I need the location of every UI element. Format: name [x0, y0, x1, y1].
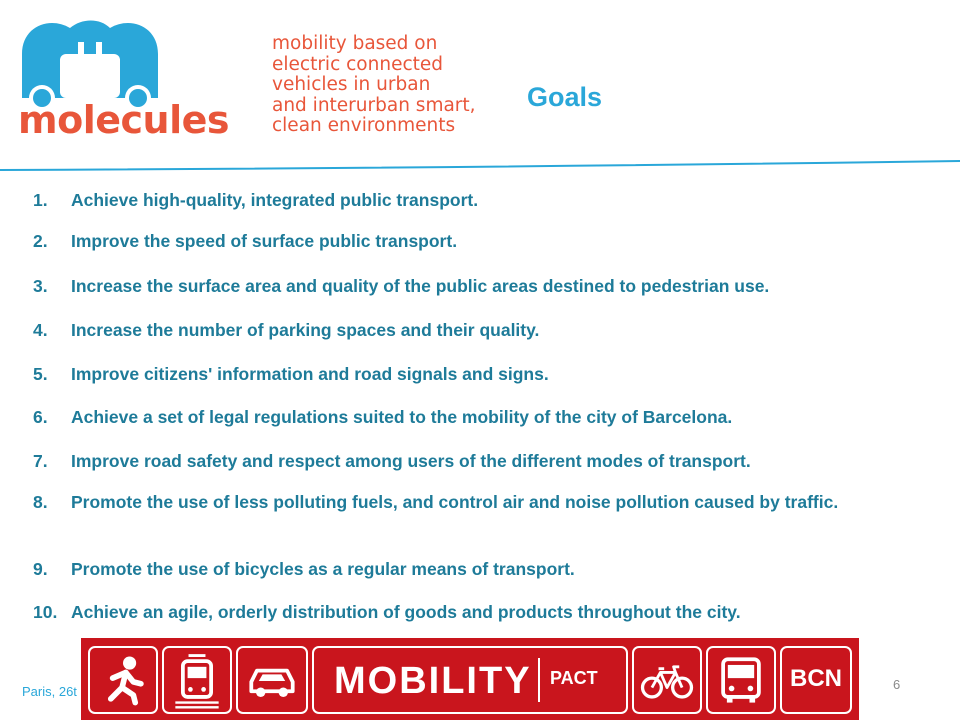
- goal-number: 9.: [33, 559, 48, 579]
- goal-number: 4.: [33, 320, 48, 340]
- goal-text: Improve citizens' information and road signals and signs.: [71, 364, 549, 384]
- tagline-line: mobility based on: [272, 33, 438, 54]
- bus-icon: [706, 646, 776, 714]
- goal-text: Promote the use of bicycles as a regular means of transport.: [71, 559, 575, 579]
- goal-item: [33, 489, 923, 516]
- bcn-label: BCN: [790, 665, 842, 692]
- tram-icon: [162, 646, 232, 714]
- goal-text: Increase the number of parking spaces and their quality.: [71, 320, 540, 340]
- tagline-line: and interurban smart,: [272, 94, 476, 116]
- goal-item: [33, 317, 923, 344]
- footer-caption: Paris, 26t: [22, 684, 77, 699]
- tagline-line: electric connected: [272, 53, 443, 75]
- page-number: 6: [893, 677, 901, 692]
- goal-number: 7.: [33, 451, 48, 471]
- goal-text: Achieve an agile, orderly distribution of goods and products throughout the city.: [71, 602, 741, 622]
- goal-number: 2.: [33, 231, 48, 251]
- goal-number: 1.: [33, 190, 48, 210]
- goal-number: 5.: [33, 364, 48, 384]
- goal-text: Increase the surface area and quality of the public areas destined to pedestrian use.: [71, 276, 770, 296]
- mobility-label: MOBILITY: [334, 660, 532, 702]
- bcn-tile: [780, 646, 852, 714]
- logo-wordmark: molecules: [18, 98, 229, 142]
- goal-number: 10.: [33, 602, 58, 622]
- car-icon: [236, 646, 308, 714]
- goal-text: Promote the use of less polluting fuels, and control air and noise pollution caused by traffic.: [71, 492, 839, 512]
- mobility-pact-banner: [81, 638, 859, 720]
- bicycle-icon: [632, 646, 702, 714]
- goal-number: 3.: [33, 276, 48, 296]
- goal-number: 6.: [33, 407, 48, 427]
- goal-text: Improve the speed of surface public transport.: [71, 231, 458, 251]
- tagline-line: vehicles in urban: [272, 74, 431, 95]
- goal-text: Achieve a set of legal regulations suited to the mobility of the city of Barcelona.: [71, 407, 733, 427]
- goal-item: [33, 228, 923, 255]
- goal-item: [33, 361, 923, 388]
- goal-number: 8.: [33, 492, 48, 512]
- goal-text: Achieve high-quality, integrated public transport.: [71, 190, 479, 210]
- tagline: [272, 34, 502, 137]
- pedestrian-icon: [88, 646, 158, 714]
- banner-separator: [538, 658, 540, 702]
- tagline-line: clean environments: [272, 115, 456, 136]
- header-divider: [0, 150, 960, 180]
- goal-item: [33, 187, 923, 214]
- slide-title: Goals: [527, 82, 603, 112]
- goal-item: [33, 556, 923, 583]
- goal-item: [33, 599, 923, 626]
- mobility-pact-logo: [312, 646, 628, 714]
- goal-item: [33, 273, 923, 300]
- goal-item: [33, 448, 923, 475]
- goal-item: [33, 404, 923, 431]
- goal-text: Improve road safety and respect among users of the different modes of transport.: [71, 451, 751, 471]
- pact-label: PACT: [550, 668, 598, 688]
